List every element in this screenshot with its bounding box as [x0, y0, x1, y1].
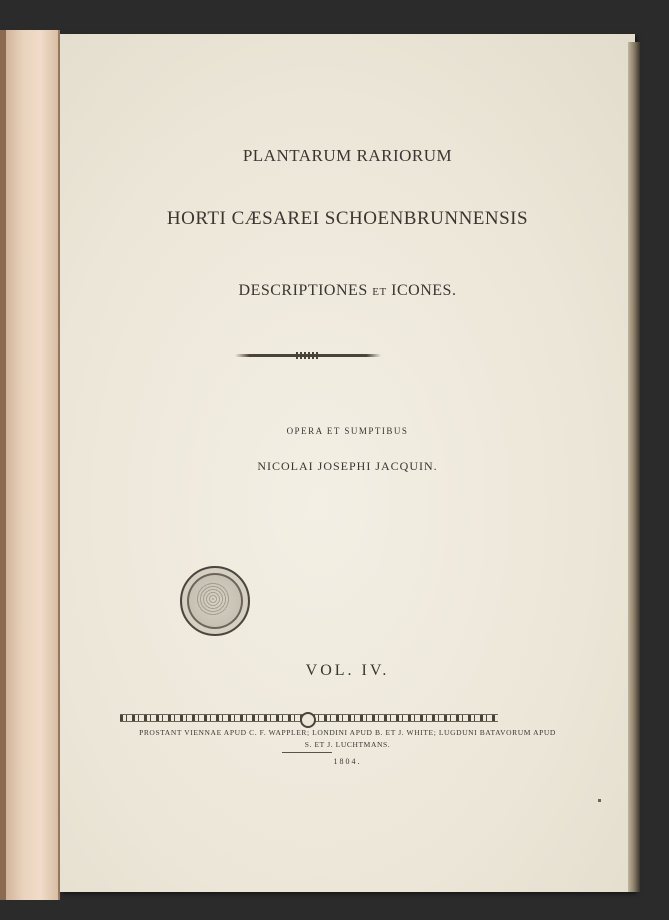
book-cover-edge [0, 30, 6, 900]
library-stamp-center [196, 582, 230, 616]
title-line-3-part-a: DESCRIPTIONES [238, 282, 368, 299]
title-line-1: PLANTARUM RARIORUM [242, 146, 453, 165]
paper-speck [598, 799, 601, 802]
imprint-line-1: PROSTANT VIENNAE APUD C. F. WAPPLER; LONDINI APUD B. ET J. WHITE; LUGDUNI BATAVORUM APUD [139, 728, 556, 737]
library-stamp-icon [180, 566, 250, 636]
decorative-rule-center [296, 352, 320, 359]
imprint-year: 1804. [333, 757, 362, 766]
title-line-2: HORTI CÆSAREI SCHOENBRUNNENSIS [166, 208, 529, 229]
ornament-center-icon [300, 712, 316, 728]
title-line-3-part-b: ET [372, 286, 387, 298]
imprint-line-2: S. ET J. LUCHTMANS. [304, 740, 391, 749]
page-edge-shadow [628, 42, 640, 892]
title-line-3-part-c: ICONES. [391, 282, 457, 299]
author-preface: OPERA ET SUMPTIBUS [286, 426, 409, 436]
imprint-divider [282, 752, 332, 753]
book-cover-board [0, 30, 60, 900]
title-line-3 [60, 282, 635, 300]
author-name: NICOLAI JOSEPHI JACQUIN. [257, 459, 438, 473]
volume-label: VOL. IV. [305, 662, 390, 679]
title-page [60, 34, 635, 892]
